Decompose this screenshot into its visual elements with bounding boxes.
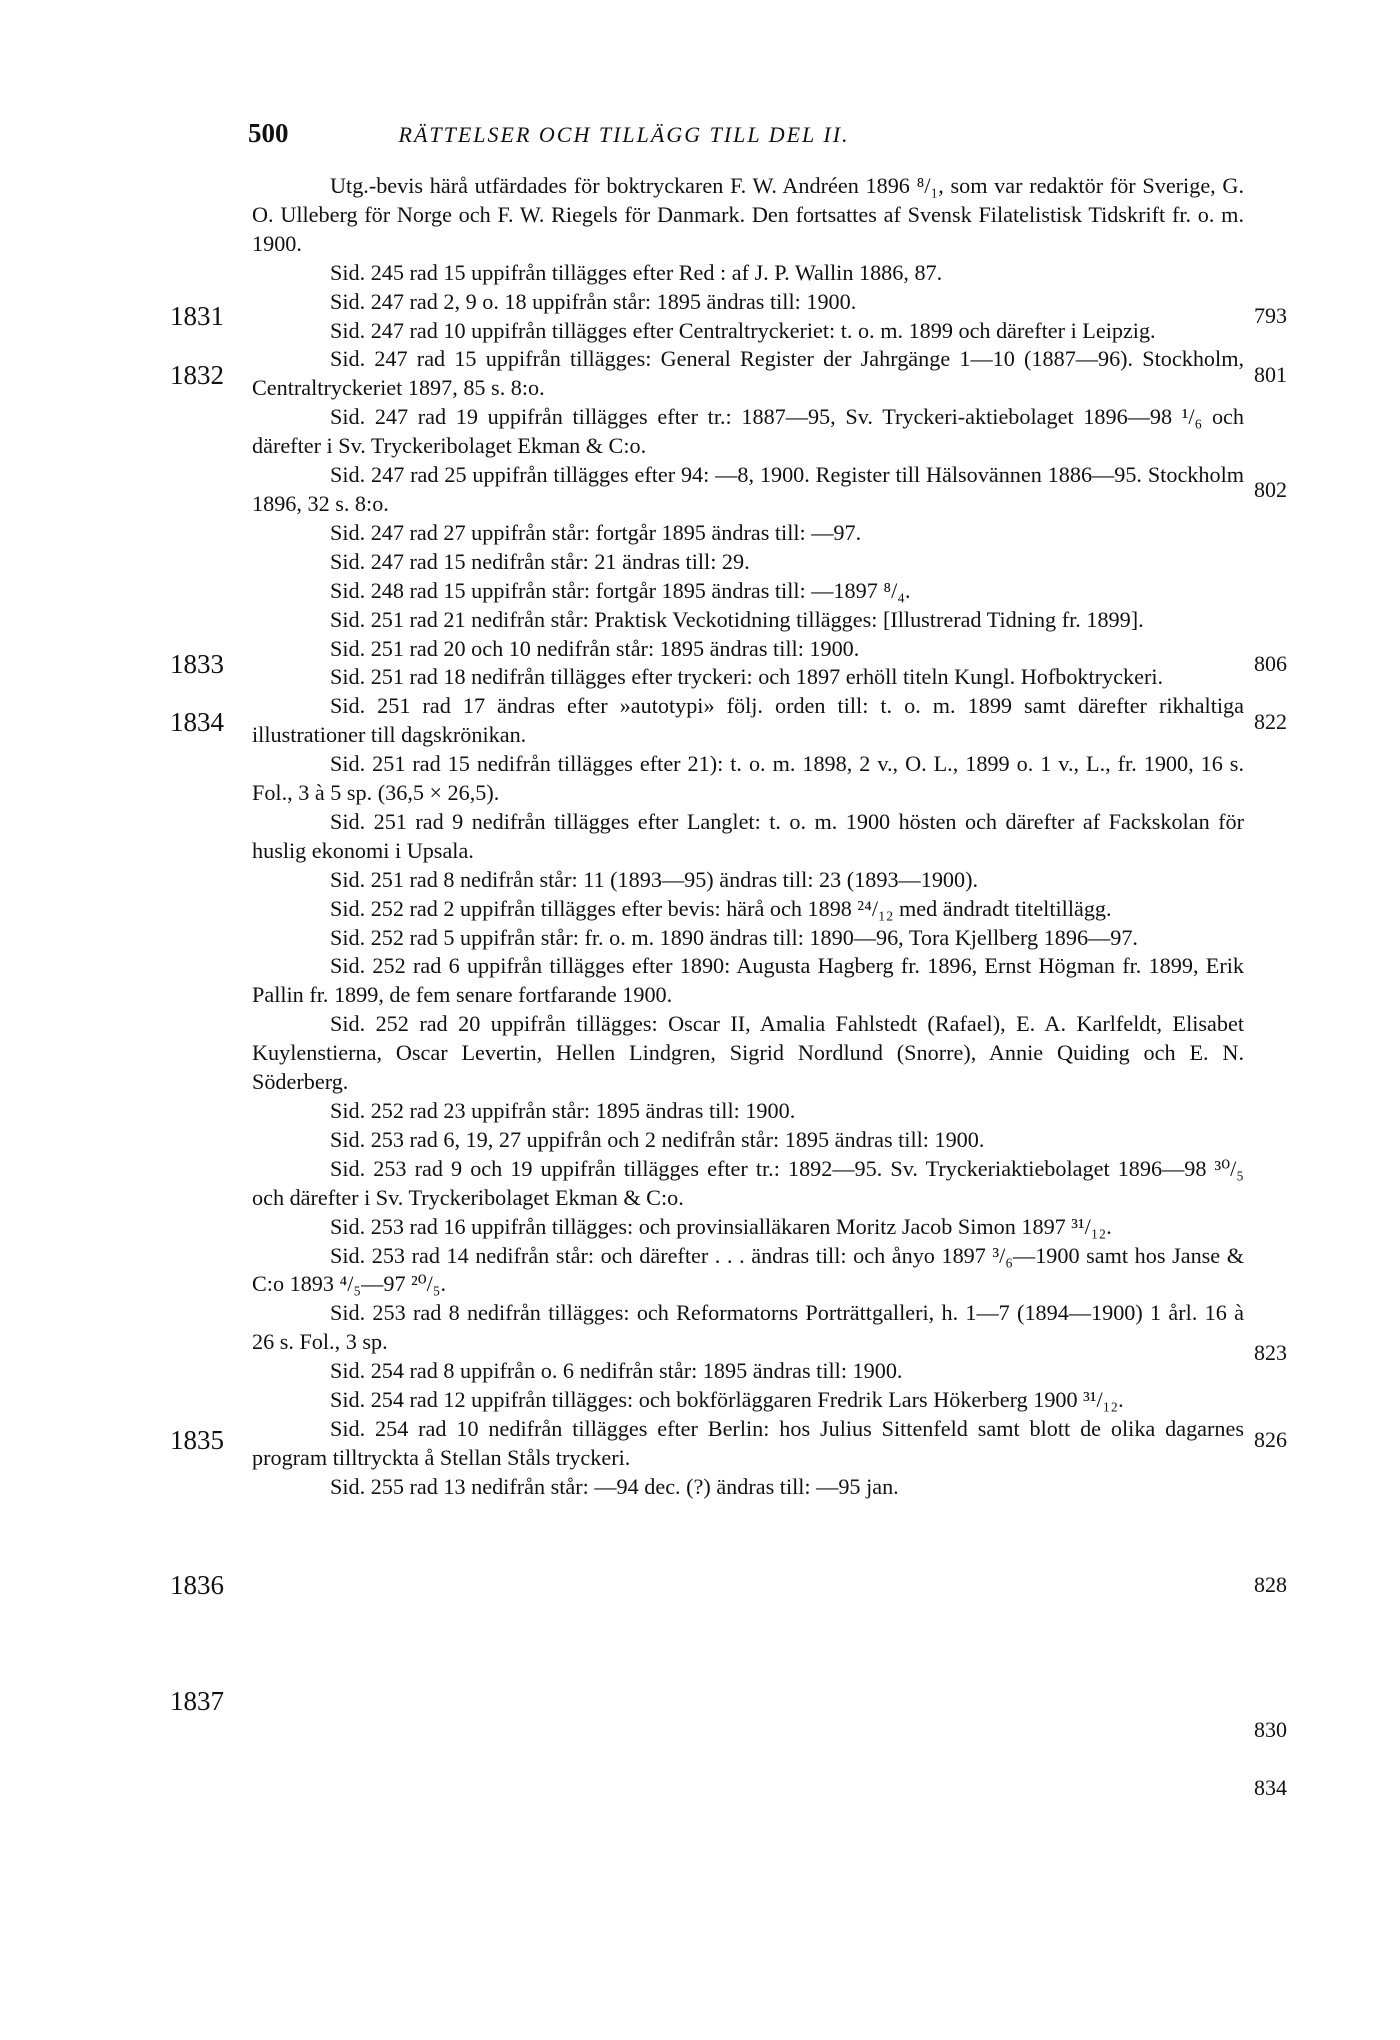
paragraph: Sid. 252 rad 5 uppifrån står: fr. o. m. 1890 ändras till: 1890—96, Tora Kjellberg 1896—97. [330,924,1138,950]
paragraph: Sid. 247 rad 15 uppifrån tillägges: General Register der Jahrgänge 1—10 (1887—96). Stockholm, Centraltryckeriet 1897, 85 s. 8:o. [252,346,1244,401]
paragraph: Sid. 254 rad 10 nedifrån tillägges efter Berlin: hos Julius Sittenfeld samt blott de olika dagarnes program tilltryckta å Stellan Ståls tryckeri. [252,1415,1244,1470]
margin-reference-number: 834 [1254,1775,1287,1800]
paragraph: Sid. 248 rad 15 uppifrån står: fortgår 1895 ändras till: —1897 ⁸/₄. [330,577,911,603]
paragraph: Sid. 254 rad 8 uppifrån o. 6 nedifrån står: 1895 ändras till: 1900. [330,1358,903,1384]
margin-reference-number: 802 [1254,477,1287,502]
paragraph: Sid. 252 rad 20 uppifrån tillägges: Oscar II, Amalia Fahlstedt (Rafael), E. A. Karlfeldt, Elisabet Kuylenstierna, Oscar Levertin, Hellen Lindgren, Sigrid Nordlund (Snorre), Annie Quiding och E. N. Söderberg. [252,1011,1244,1095]
margin-entry-number: 1833 [170,649,224,679]
margin-reference-number: 806 [1254,651,1287,676]
margin-reference-number: 830 [1254,1717,1287,1742]
paragraph: Sid. 247 rad 10 uppifrån tillägges efter Centraltryckeriet: t. o. m. 1899 och därefter i Leipzig. [330,317,1156,343]
margin-reference-number: 823 [1254,1340,1287,1365]
paragraph: Sid. 251 rad 18 nedifrån tillägges efter tryckeri: och 1897 erhöll titeln Kungl. Hofboktryckeri. [330,664,1164,690]
paragraph: Sid. 252 rad 2 uppifrån tillägges efter bevis: härå och 1898 ²⁴/₁₂ med ändradt titeltillägg. [330,895,1112,921]
paragraph: Sid. 251 rad 15 nedifrån tillägges efter 21): t. o. m. 1898, 2 v., O. L., 1899 o. 1 v., L., fr. 1900, 16 s. Fol., 3 à 5 sp. (36,5 × 26,5). [252,751,1244,806]
paragraph: Sid. 253 rad 8 nedifrån tillägges: och Reformatorns Porträttgalleri, h. 1—7 (1894—1900) 1 årl. 16 à 26 s. Fol., 3 sp. [252,1300,1244,1355]
margin-entry-number: 1831 [170,301,224,331]
paragraph: Sid. 252 rad 6 uppifrån tillägges efter 1890: Augusta Hagberg fr. 1896, Ernst Högman fr. 1899, Erik Pallin fr. 1899, de fem senare fortfarande 1900. [252,953,1244,1008]
paragraph: Sid. 252 rad 23 uppifrån står: 1895 ändras till: 1900. [330,1098,796,1123]
paragraph: Sid. 251 rad 21 nedifrån står: Praktisk Veckotidning tillägges: [Illustrerad Tidning fr. 1899]. [330,606,1144,632]
margin-reference-number: 828 [1254,1572,1287,1597]
paragraph: Utg.-bevis härå utfärdades för boktryckaren F. W. Andréen 1896 ⁸/₁, som var redaktör för Sverige, G. O. Ulleberg för Norge och F. W. Riegels för Danmark. Den fortsattes af Svensk Filatelistisk Tidskrift fr. o. m. 1900. [252,173,1244,256]
paragraph: Sid. 247 rad 19 uppifrån tillägges efter tr.: 1887—95, Sv. Tryckeri-aktiebolaget 1896—98 ¹/₆ och därefter i Sv. Tryckeribolaget Ekman & C:o. [252,404,1244,459]
paragraph: Sid. 251 rad 17 ändras efter »autotypi» följ. orden till: t. o. m. 1899 samt därefter rikhaltiga illustrationer till dagskrönikan. [252,693,1244,748]
paragraph: Sid. 253 rad 6, 19, 27 uppifrån och 2 nedifrån står: 1895 ändras till: 1900. [330,1126,985,1152]
margin-reference-number: 822 [1254,709,1287,734]
paragraph: Sid. 253 rad 9 och 19 uppifrån tillägges efter tr.: 1892—95. Sv. Tryckeriaktiebolaget 1896—98 ³⁰/₅ och därefter i Sv. Tryckeribolaget Ekman & C:o. [252,1155,1244,1210]
page-number: 500 [248,118,289,148]
running-head: RÄTTELSER OCH TILLÄGG TILL DEL II. [398,122,850,147]
margin-reference-number: 826 [1254,1427,1287,1452]
paragraph: Sid. 251 rad 9 nedifrån tillägges efter Langlet: t. o. m. 1900 hösten och därefter af Fackskolan för huslig ekonomi i Upsala. [252,808,1244,863]
correction-text [252,172,1244,1502]
margin-entry-number: 1834 [170,707,224,737]
margin-entry-number: 1835 [170,1425,224,1455]
paragraph: Sid. 247 rad 15 nedifrån står: 21 ändras till: 29. [330,548,750,574]
paragraph: Sid. 251 rad 20 och 10 nedifrån står: 1895 ändras till: 1900. [330,635,860,661]
margin-reference-number: 801 [1254,362,1287,387]
paragraph: Sid. 251 rad 8 nedifrån står: 11 (1893—95) ändras till: 23 (1893—1900). [330,866,979,892]
paragraph: Sid. 254 rad 12 uppifrån tillägges: och bokförläggaren Fredrik Lars Hökerberg 1900 ³¹/₁₂. [330,1387,1124,1413]
margin-entry-number: 1837 [170,1686,224,1716]
paragraph: Sid. 255 rad 13 nedifrån står: —94 dec. (?) ändras till: —95 jan. [330,1473,899,1499]
paragraph: Sid. 253 rad 14 nedifrån står: och därefter . . . ändras till: och ånyo 1897 ³/₆—1900 samt hos Janse & C:o 1893 ⁴/₅—97 ²⁰/₅. [252,1242,1244,1297]
margin-entry-number: 1832 [170,360,224,390]
margin-entry-number: 1836 [170,1570,224,1600]
paragraph: Sid. 247 rad 25 uppifrån tillägges efter 94: —8, 1900. Register till Hälsovännen 1886—95. Stockholm 1896, 32 s. 8:o. [252,462,1244,516]
paragraph: Sid. 245 rad 15 uppifrån tillägges efter Red : af J. P. Wallin 1886, 87. [330,259,943,285]
paragraph: Sid. 247 rad 27 uppifrån står: fortgår 1895 ändras till: —97. [330,519,862,545]
paragraph: Sid. 253 rad 16 uppifrån tillägges: och provinsialläkaren Moritz Jacob Simon 1897 ³¹/₁₂. [330,1213,1112,1239]
page-header [248,118,1248,149]
paragraph: Sid. 247 rad 2, 9 o. 18 uppifrån står: 1895 ändras till: 1900. [330,288,857,314]
margin-reference-number: 793 [1254,303,1287,328]
